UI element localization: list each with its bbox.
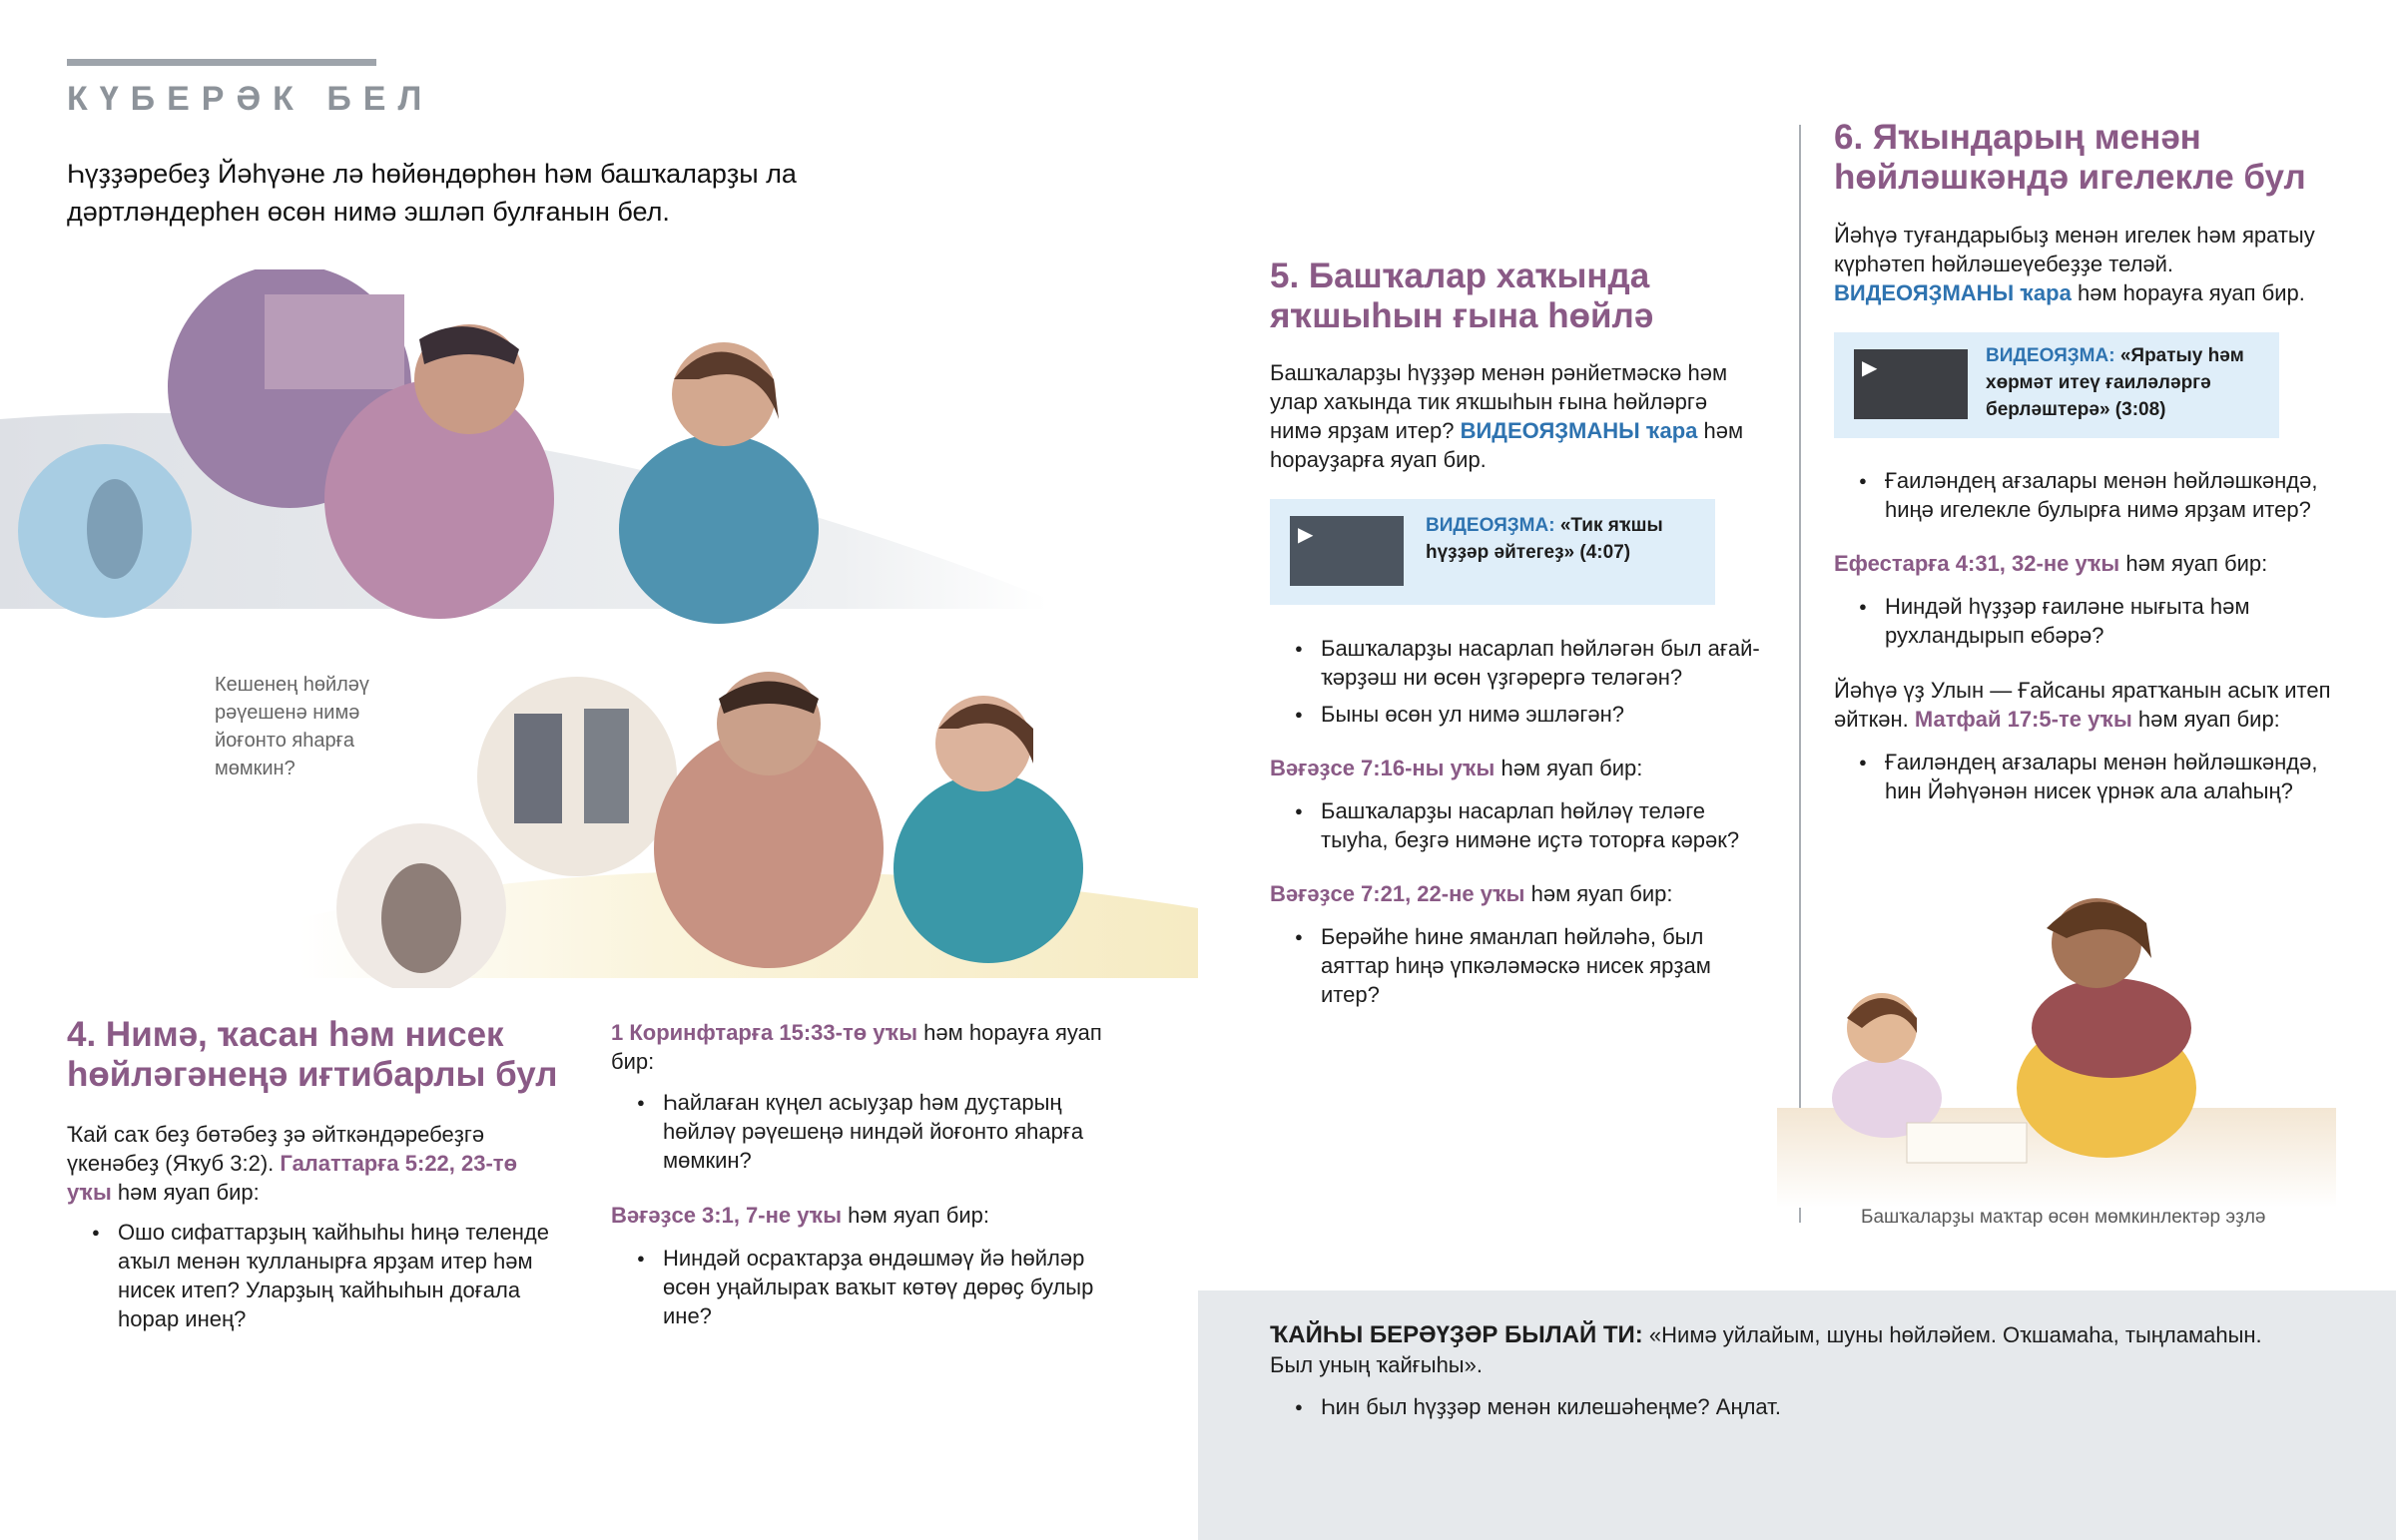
section5-ref2[interactable]: Вәғәҙсе 7:21, 22-не уҡы (1270, 881, 1525, 906)
header-rule (67, 59, 376, 66)
section6-ref1[interactable]: Ефестарға 4:31, 32-не уҡы (1834, 551, 2120, 576)
mother-child-illustration (1777, 878, 2336, 1208)
section6-para2: Йәһүә үҙ Улын — Ғайсаны яратҡанын асыҡ итеп әйткән. (1834, 678, 2331, 732)
section6-video-card[interactable] (1834, 332, 2279, 438)
section4-ref2[interactable]: Вәғәҙсе 3:1, 7-не уҡы (611, 1203, 842, 1228)
video-thumbnail[interactable] (1290, 516, 1404, 586)
section6-video-title[interactable] (1986, 342, 2265, 423)
section4-ref2-line (611, 1201, 1110, 1230)
list-item: ● Башҡаларҙы насарлап һөйләү теләге тыуһа, беҙгә нимәне иҫтә тоторға кәрәк? (1295, 796, 1764, 854)
section6-list-2 (1859, 592, 2338, 658)
section5-list-3 (1295, 922, 1764, 1017)
list-item: ● Берәйһе һине яманлап һөйләһә, был аяттар һиңә үпкәләмәскә нисек ярҙам итер? (1295, 922, 1764, 1009)
conversation-illustration (0, 269, 1198, 988)
video-thumbnail[interactable] (1854, 349, 1968, 419)
video-title-text: «Тик яҡшы һүҙҙәр әйтегеҙ» (4:07) (1426, 515, 1663, 563)
list-item: ● Һайлаған күңел асыуҙар һәм дуҫтарың һөйләү рәүешеңә ниндәй йоғонто яһарға мөмкин? (637, 1088, 1106, 1175)
list-item: ● Һин был һүҙҙәр менән килешәһеңме? Аңлат. (1295, 1392, 2193, 1421)
section4-list-2 (637, 1088, 1106, 1183)
section5-para: Башҡаларҙы һүҙҙәр менән рәнйетмәскә һәм улар хаҡында тик яҡшыһын ғына һөйләргә нимә ярҙам итер? (1270, 360, 1728, 443)
section6-list-1 (1859, 466, 2338, 532)
section5-ref2-end: һәм яуап бир: (1530, 881, 1673, 906)
section6-ref1-end: һәм яуап бир: (2125, 551, 2268, 576)
quote-text (1270, 1320, 2268, 1380)
section6-para: Йәһүә туғандарыбыҙ менән игелек һәм яратыу күрһәтеп һөйләшеүебеҙҙе теләй. (1834, 223, 2315, 276)
section4-ref1-line (611, 1018, 1110, 1076)
section5-ref1-line (1270, 754, 1749, 782)
section6-ref2[interactable]: Матфай 17:5-те уҡы (1914, 707, 2132, 732)
list-item: ● Ниндәй һүҙҙәр ғаиләне нығыта һәм рухландырып ебәрә? (1859, 592, 2338, 650)
intro-text: Һүҙҙәребеҙ Йәһүәне лә һөйөндөрһөн һәм башҡаларҙы ла дәртләндерһен өсөн нимә эшләп булғанын бел. (67, 159, 797, 227)
section4-para-ref[interactable]: Галаттарға 5:22, 23-тө уҡы (67, 1151, 518, 1205)
section4-ref1[interactable]: 1 Коринфтарға 15:33-тө уҡы (611, 1020, 918, 1045)
section5-list-2 (1295, 796, 1764, 862)
image-caption: Башҡаларҙы маҡтар өсөн мөмкинлектәр эҙлә (1861, 1207, 2266, 1228)
list-item: ● Ғаиләндең ағзалары менән һөйләшкәндә, һин Йәһүәнән нисек үрнәк ала алаһың? (1859, 748, 2338, 805)
section6-paragraph-2 (1834, 676, 2343, 734)
section5-video-card[interactable] (1270, 499, 1715, 605)
list-item: ● Ниндәй осраҡтарҙа өндәшмәү йә һөйләр өсөн уңайлыраҡ ваҡыт көтөү дөрөҫ булыр ине? (637, 1244, 1106, 1330)
section4-para-end: һәм яуап бир: (117, 1180, 260, 1205)
play-icon[interactable]: ▶ (1298, 524, 1314, 546)
section4-ref2-end: һәм яуап бир: (848, 1203, 989, 1228)
section6-para-end: һәм һорауға яуап бир. (2077, 280, 2305, 305)
section5-list-1 (1295, 634, 1764, 737)
list-item: ● Ошо сифаттарҙың ҡайһыһы һиңә теленде аҡыл менән ҡулланырға ярҙам итер һәм нисек итеп? Уларҙың ҡайһыһын доғала һорар инең? (92, 1218, 561, 1333)
quote-lead: ҠАЙҺЫ БЕРӘҮҘӘР БЫЛАЙ ТИ: (1270, 1321, 1643, 1348)
section4-para-lead: Ҡай саҡ беҙ бөтәбеҙ ҙә әйткәндәребеҙгә үкенәбеҙ (Яҡуб 3:2). (67, 1122, 485, 1176)
illustration-caption: Кешенең һөйләү рәүешенә нимә йоғонто яһарға мөмкин? (215, 674, 369, 779)
list-item: ● Быны өсөн ул нимә эшләгән? (1295, 700, 1764, 729)
section4-list-3 (637, 1244, 1106, 1338)
section4-title: 4. Нимә, ҡасан һәм нисек һөйләгәнеңә иғтибарлы бул (67, 1015, 558, 1094)
video-label: ВИДЕОЯҘМА: (1426, 515, 1555, 536)
section6-ref2-end: һәм яуап бир: (2137, 707, 2280, 732)
section5-paragraph (1270, 358, 1749, 474)
section5-para-end: һәм һорауҙарға яуап бир. (1270, 418, 1744, 472)
quote-body: «Нимә уйлайым, шуны һөйләйем. Оҡшамаһа, тыңламаһын. Был уның ҡайғыһы». (1270, 1322, 2262, 1377)
section6-paragraph (1834, 221, 2333, 307)
section5-video-link[interactable]: ВИДЕОЯҘМАНЫ ҡара (1460, 418, 1698, 443)
section5-ref1[interactable]: Вәғәҙсе 7:16-ны уҡы (1270, 756, 1496, 780)
section6-ref1-line (1834, 549, 2333, 578)
section5-title: 5. Башҡалар хаҡында яҡшыһын ғына һөйлә (1270, 257, 1654, 335)
play-icon[interactable]: ▶ (1862, 357, 1878, 379)
section4-paragraph (67, 1120, 556, 1207)
section4-ref1-end: һәм һорауға яуап бир: (611, 1020, 1102, 1074)
section-kicker: КҮБЕРӘК БЕЛ (67, 80, 434, 118)
list-item: ● Башҡаларҙы насарлап һөйләгән был ағай-ҡәрҙәш ни өсөн үҙгәрергә теләгән? (1295, 634, 1764, 692)
section5-ref1-end: һәм яуап бир: (1500, 756, 1643, 780)
section6-list-3 (1859, 748, 2338, 813)
section6-video-link[interactable]: ВИДЕОЯҘМАНЫ ҡара (1834, 280, 2072, 305)
section6-title: 6. Яҡындарың менән һөйләшкәндә игелекле бул (1834, 118, 2306, 197)
section4-list-1 (92, 1218, 561, 1341)
section5-video-title[interactable] (1426, 512, 1695, 566)
video-title-text: «Яратыу һәм хөрмәт итеү ғаиләләргә берләштерә» (3:08) (1986, 345, 2244, 420)
quote-list (1295, 1392, 2193, 1429)
list-item: ● Ғаиләндең ағзалары менән һөйләшкәндә, һиңә игелекле булырға нимә ярҙам итер? (1859, 466, 2338, 524)
section5-ref2-line (1270, 879, 1749, 908)
video-label: ВИДЕОЯҘМА: (1986, 345, 2115, 366)
